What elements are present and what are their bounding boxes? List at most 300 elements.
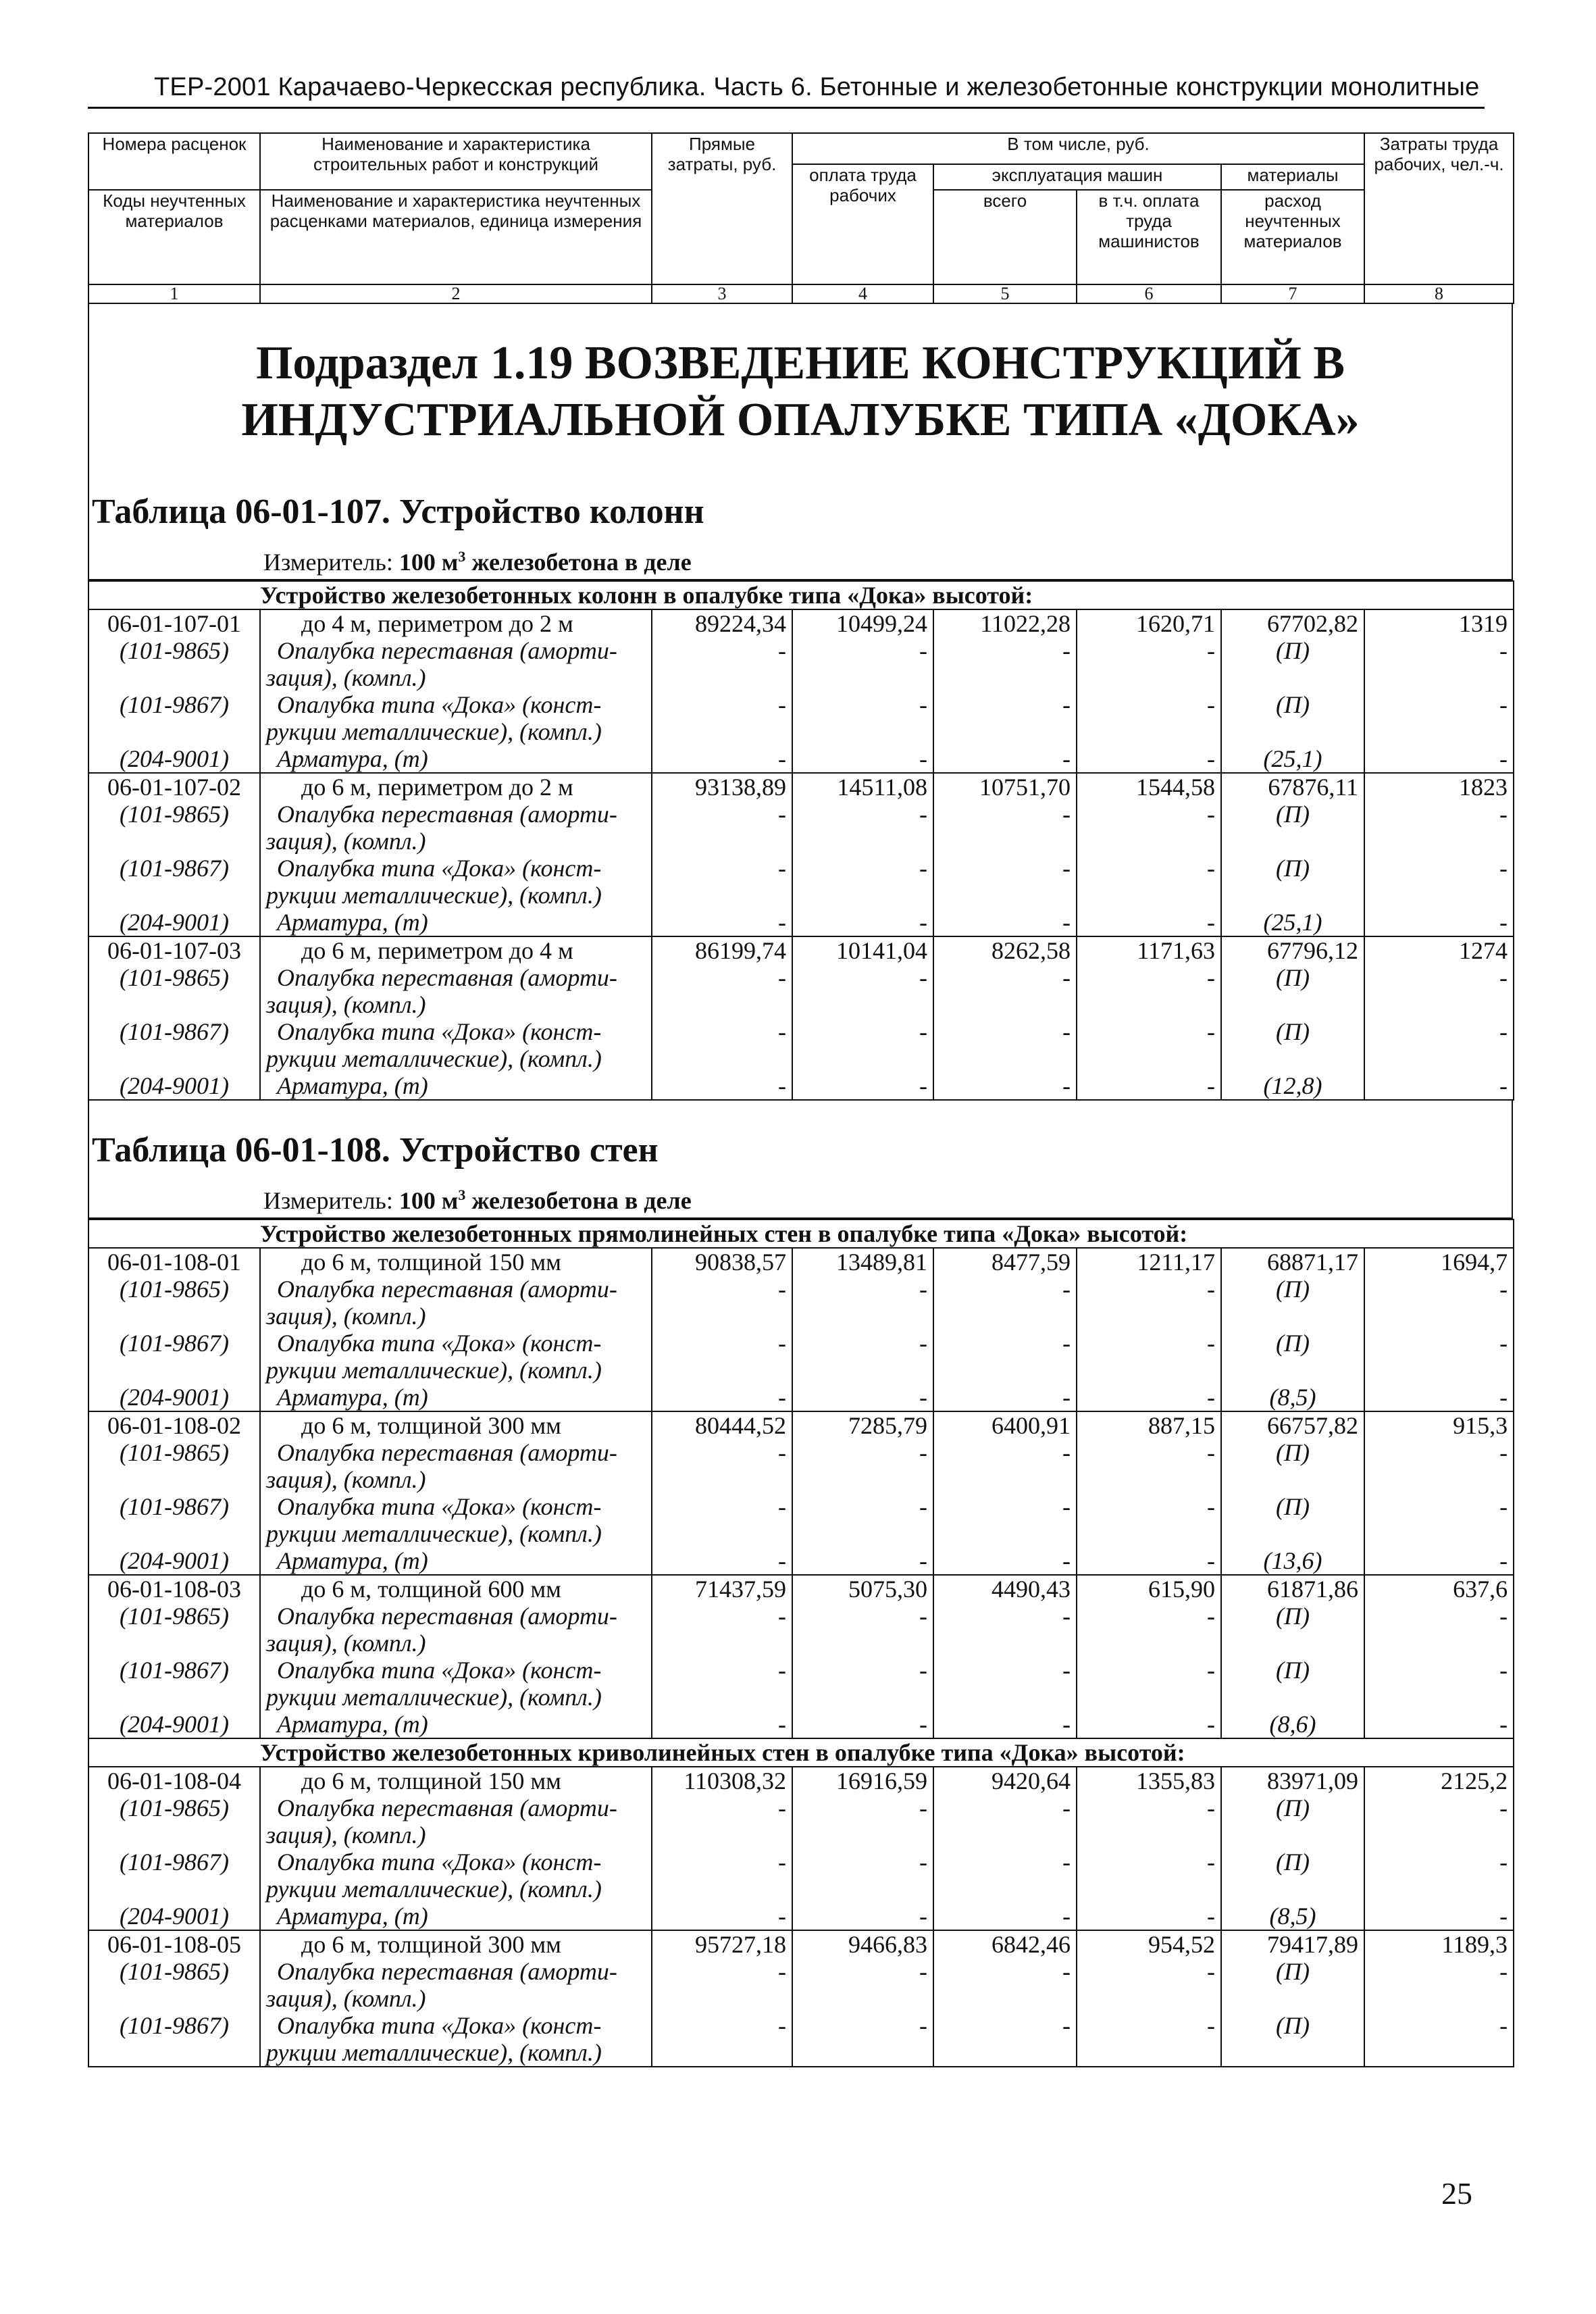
machinist-wages: 1355,83 xyxy=(1077,1767,1221,1794)
material-row xyxy=(88,991,1514,1018)
rate-row xyxy=(88,773,1514,801)
labor-hours xyxy=(1364,2039,1514,2067)
work-name: до 6 м, толщиной 600 мм xyxy=(260,1575,652,1603)
rate-row xyxy=(88,1411,1514,1439)
direct-costs: - xyxy=(652,801,792,828)
col-number: 7 xyxy=(1221,284,1364,303)
sheet xyxy=(88,132,1513,2067)
wages: - xyxy=(792,1603,933,1630)
material-usage: (П) xyxy=(1221,1018,1364,1045)
rate-code xyxy=(88,1303,260,1330)
material-usage: (12,8) xyxy=(1221,1072,1364,1100)
machinist-wages xyxy=(1077,1821,1221,1848)
group-heading-spacer xyxy=(88,581,260,609)
wages: - xyxy=(792,1330,933,1357)
work-name: Опалубка типа «Дока» (конст- xyxy=(260,1018,652,1045)
rate-code: 06-01-108-01 xyxy=(88,1248,260,1276)
rate-code: (101-9867) xyxy=(88,855,260,882)
header-material-usage: расход неучтенных материалов xyxy=(1221,190,1364,284)
material-usage: (П) xyxy=(1221,1794,1364,1821)
material-usage xyxy=(1221,1876,1364,1903)
machinist-wages xyxy=(1077,718,1221,745)
direct-costs: - xyxy=(652,1276,792,1303)
unit-sup: 3 xyxy=(458,1186,466,1203)
material-row xyxy=(88,691,1514,718)
unit-prefix: Измеритель: xyxy=(263,1187,399,1214)
material-row xyxy=(88,1794,1514,1821)
material-usage: (П) xyxy=(1221,1439,1364,1466)
header-machinist-wages: в т.ч. оплата труда машинистов xyxy=(1077,190,1221,284)
labor-hours: - xyxy=(1364,1848,1514,1876)
material-row xyxy=(88,1439,1514,1466)
machinist-wages: - xyxy=(1077,1958,1221,1985)
rate-code: 06-01-108-02 xyxy=(88,1411,260,1439)
machines-total: - xyxy=(933,1439,1077,1466)
header-materials: материалы xyxy=(1221,164,1364,190)
labor-hours xyxy=(1364,1821,1514,1848)
rate-code: (204-9001) xyxy=(88,1547,260,1575)
rate-code: (101-9867) xyxy=(88,691,260,718)
rate-code xyxy=(88,882,260,909)
direct-costs xyxy=(652,1357,792,1384)
work-name: Опалубка типа «Дока» (конст- xyxy=(260,1657,652,1684)
direct-costs xyxy=(652,664,792,691)
direct-costs xyxy=(652,1045,792,1072)
wages: - xyxy=(792,1547,933,1575)
wages xyxy=(792,1520,933,1547)
machinist-wages: 1544,58 xyxy=(1077,773,1221,801)
work-name: зация), (компл.) xyxy=(260,1630,652,1657)
direct-costs: - xyxy=(652,1330,792,1357)
wages: - xyxy=(792,1958,933,1985)
rate-code: 06-01-107-01 xyxy=(88,609,260,637)
machinist-wages xyxy=(1077,828,1221,855)
rate-code: (101-9865) xyxy=(88,1603,260,1630)
machinist-wages: - xyxy=(1077,964,1221,991)
col-number: 1 xyxy=(88,284,260,303)
material-row xyxy=(88,882,1514,909)
material-usage: 79417,89 xyxy=(1221,1930,1364,1958)
rate-code xyxy=(88,1821,260,1848)
machinist-wages: - xyxy=(1077,1848,1221,1876)
machinist-wages xyxy=(1077,882,1221,909)
material-usage: (П) xyxy=(1221,637,1364,664)
work-name: рукции металлические), (компл.) xyxy=(260,1684,652,1711)
material-row xyxy=(88,2039,1514,2067)
work-name: зация), (компл.) xyxy=(260,991,652,1018)
material-row xyxy=(88,1603,1514,1630)
direct-costs: - xyxy=(652,855,792,882)
material-usage: (П) xyxy=(1221,1276,1364,1303)
machines-total: 8477,59 xyxy=(933,1248,1077,1276)
work-name: Опалубка переставная (аморти- xyxy=(260,1603,652,1630)
rate-code: 06-01-108-04 xyxy=(88,1767,260,1794)
material-usage: 61871,86 xyxy=(1221,1575,1364,1603)
machines-total xyxy=(933,1045,1077,1072)
wages: - xyxy=(792,637,933,664)
work-name: Арматура, (т) xyxy=(260,745,652,773)
labor-hours xyxy=(1364,664,1514,691)
wages xyxy=(792,1630,933,1657)
material-usage xyxy=(1221,991,1364,1018)
work-name: Опалубка типа «Дока» (конст- xyxy=(260,1493,652,1520)
labor-hours xyxy=(1364,1876,1514,1903)
machinist-wages xyxy=(1077,1357,1221,1384)
rate-code: (204-9001) xyxy=(88,1072,260,1100)
direct-costs: 93138,89 xyxy=(652,773,792,801)
unit-value: 100 м xyxy=(398,1187,459,1214)
direct-costs xyxy=(652,828,792,855)
rate-row xyxy=(88,936,1514,964)
labor-hours: - xyxy=(1364,1657,1514,1684)
labor-hours: - xyxy=(1364,855,1514,882)
material-usage xyxy=(1221,1466,1364,1493)
material-usage: 67796,12 xyxy=(1221,936,1364,964)
work-name: зация), (компл.) xyxy=(260,828,652,855)
machines-total xyxy=(933,664,1077,691)
rate-code: (204-9001) xyxy=(88,909,260,936)
direct-costs xyxy=(652,1876,792,1903)
labor-hours: 637,6 xyxy=(1364,1575,1514,1603)
header-wages: оплата труда рабочих xyxy=(792,164,933,284)
material-usage: (П) xyxy=(1221,1603,1364,1630)
work-name: Арматура, (т) xyxy=(260,1547,652,1575)
material-usage: 67876,11 xyxy=(1221,773,1364,801)
machines-total: - xyxy=(933,1711,1077,1738)
wages xyxy=(792,664,933,691)
material-row xyxy=(88,664,1514,691)
machinist-wages: 1620,71 xyxy=(1077,609,1221,637)
machinist-wages: - xyxy=(1077,691,1221,718)
machinist-wages: - xyxy=(1077,637,1221,664)
wages: 13489,81 xyxy=(792,1248,933,1276)
wages xyxy=(792,1303,933,1330)
running-head-rule xyxy=(88,107,1485,109)
machinist-wages xyxy=(1077,1520,1221,1547)
work-name: Опалубка типа «Дока» (конст- xyxy=(260,691,652,718)
work-name: зация), (компл.) xyxy=(260,1821,652,1848)
direct-costs: - xyxy=(652,1848,792,1876)
wages: - xyxy=(792,2012,933,2039)
group-heading-spacer xyxy=(88,1738,260,1767)
material-usage: (П) xyxy=(1221,691,1364,718)
machinist-wages: - xyxy=(1077,1072,1221,1100)
running-head: ТЕР-2001 Карачаево-Черкесская республика. Часть 6. Бетонные и железобетонные конструкции монолитные xyxy=(154,73,1480,101)
header-name-top: Наименование и характеристика строительных работ и конструкций xyxy=(260,133,652,190)
machines-total xyxy=(933,991,1077,1018)
material-row xyxy=(88,1657,1514,1684)
subsection-title: Подраздел 1.19 ВОЗВЕДЕНИЕ КОНСТРУКЦИЙ В ИНДУСТРИАЛЬНОЙ ОПАЛУБКЕ ТИПА «ДОКА» xyxy=(241,337,1360,446)
rate-code: (101-9867) xyxy=(88,1493,260,1520)
direct-costs xyxy=(652,1821,792,1848)
labor-hours xyxy=(1364,1520,1514,1547)
machines-total: - xyxy=(933,637,1077,664)
rate-code: (101-9867) xyxy=(88,1848,260,1876)
col-number: 2 xyxy=(260,284,652,303)
col-number: 8 xyxy=(1364,284,1514,303)
work-name: Арматура, (т) xyxy=(260,1384,652,1411)
wages: - xyxy=(792,855,933,882)
work-name: Опалубка типа «Дока» (конст- xyxy=(260,855,652,882)
rate-code: (101-9865) xyxy=(88,1958,260,1985)
table-107-unit xyxy=(89,538,1512,579)
labor-hours: - xyxy=(1364,1493,1514,1520)
machines-total: - xyxy=(933,1603,1077,1630)
work-name: Опалубка переставная (аморти- xyxy=(260,1794,652,1821)
rate-code xyxy=(88,991,260,1018)
machines-total: - xyxy=(933,1848,1077,1876)
material-row xyxy=(88,1466,1514,1493)
rate-code: (101-9867) xyxy=(88,2012,260,2039)
machinist-wages xyxy=(1077,1466,1221,1493)
work-name: рукции металлические), (компл.) xyxy=(260,1357,652,1384)
rate-row xyxy=(88,609,1514,637)
wages xyxy=(792,1821,933,1848)
rate-code xyxy=(88,1684,260,1711)
material-usage: (П) xyxy=(1221,1330,1364,1357)
machinist-wages xyxy=(1077,991,1221,1018)
direct-costs xyxy=(652,1985,792,2012)
wages xyxy=(792,1357,933,1384)
wages: - xyxy=(792,1018,933,1045)
work-name: рукции металлические), (компл.) xyxy=(260,1520,652,1547)
wages: 14511,08 xyxy=(792,773,933,801)
col-number: 5 xyxy=(933,284,1077,303)
labor-hours: - xyxy=(1364,1330,1514,1357)
material-row xyxy=(88,2012,1514,2039)
work-name: рукции металлические), (компл.) xyxy=(260,2039,652,2067)
material-usage: (8,5) xyxy=(1221,1903,1364,1930)
machinist-wages: 954,52 xyxy=(1077,1930,1221,1958)
labor-hours: 1319 xyxy=(1364,609,1514,637)
machines-total: - xyxy=(933,2012,1077,2039)
material-row xyxy=(88,909,1514,936)
wages: - xyxy=(792,1657,933,1684)
wages: - xyxy=(792,801,933,828)
material-usage: (П) xyxy=(1221,855,1364,882)
labor-hours: 1823 xyxy=(1364,773,1514,801)
material-row xyxy=(88,1985,1514,2012)
machines-total xyxy=(933,1357,1077,1384)
group-heading: Устройство железобетонных прямолинейных стен в опалубке типа «Дока» высотой: xyxy=(260,1219,1514,1248)
work-name: Опалубка переставная (аморти- xyxy=(260,1439,652,1466)
machines-total xyxy=(933,718,1077,745)
machines-total: - xyxy=(933,1384,1077,1411)
labor-hours: - xyxy=(1364,1439,1514,1466)
work-name: рукции металлические), (компл.) xyxy=(260,718,652,745)
work-name: до 6 м, толщиной 150 мм xyxy=(260,1248,652,1276)
machines-total xyxy=(933,882,1077,909)
labor-hours: - xyxy=(1364,801,1514,828)
material-usage xyxy=(1221,1520,1364,1547)
material-row xyxy=(88,1018,1514,1045)
rate-code: (101-9867) xyxy=(88,1657,260,1684)
wages: - xyxy=(792,1711,933,1738)
machines-total: 10751,70 xyxy=(933,773,1077,801)
unit-prefix: Измеритель: xyxy=(263,549,399,576)
material-row xyxy=(88,1045,1514,1072)
wages: 10499,24 xyxy=(792,609,933,637)
labor-hours: 2125,2 xyxy=(1364,1767,1514,1794)
machinist-wages: - xyxy=(1077,1493,1221,1520)
rate-row xyxy=(88,1767,1514,1794)
work-name: до 6 м, периметром до 2 м xyxy=(260,773,652,801)
rate-code: (101-9865) xyxy=(88,637,260,664)
machinist-wages: - xyxy=(1077,1794,1221,1821)
material-usage: 68871,17 xyxy=(1221,1248,1364,1276)
material-row xyxy=(88,1876,1514,1903)
work-name: Арматура, (т) xyxy=(260,909,652,936)
header-including: В том числе, руб. xyxy=(792,133,1364,164)
material-usage: (8,5) xyxy=(1221,1384,1364,1411)
machines-total: 6842,46 xyxy=(933,1930,1077,1958)
rate-code xyxy=(88,1520,260,1547)
wages: - xyxy=(792,1848,933,1876)
labor-hours: - xyxy=(1364,1958,1514,1985)
group-heading-row xyxy=(88,581,1514,609)
work-name: рукции металлические), (компл.) xyxy=(260,1876,652,1903)
machines-total: - xyxy=(933,1072,1077,1100)
machinist-wages: - xyxy=(1077,1018,1221,1045)
machinist-wages: - xyxy=(1077,855,1221,882)
wages: - xyxy=(792,1439,933,1466)
group-heading: Устройство железобетонных криволинейных стен в опалубке типа «Дока» высотой: xyxy=(260,1738,1514,1767)
material-usage: 83971,09 xyxy=(1221,1767,1364,1794)
direct-costs xyxy=(652,1303,792,1330)
material-row xyxy=(88,1276,1514,1303)
rate-code: (101-9865) xyxy=(88,964,260,991)
machines-total xyxy=(933,1630,1077,1657)
wages xyxy=(792,1466,933,1493)
material-row xyxy=(88,1958,1514,1985)
material-row xyxy=(88,828,1514,855)
direct-costs: - xyxy=(652,1384,792,1411)
machinist-wages: - xyxy=(1077,1903,1221,1930)
machinist-wages: 887,15 xyxy=(1077,1411,1221,1439)
material-usage xyxy=(1221,1357,1364,1384)
column-header-table xyxy=(88,132,1514,304)
table-107-title: Таблица 06-01-107. Устройство колонн xyxy=(92,493,704,531)
machinist-wages: - xyxy=(1077,1657,1221,1684)
labor-hours: - xyxy=(1364,1711,1514,1738)
work-name: Арматура, (т) xyxy=(260,1903,652,1930)
labor-hours: - xyxy=(1364,745,1514,773)
labor-hours: - xyxy=(1364,1384,1514,1411)
material-row xyxy=(88,801,1514,828)
wages: 16916,59 xyxy=(792,1767,933,1794)
labor-hours xyxy=(1364,828,1514,855)
material-row xyxy=(88,1684,1514,1711)
rate-code xyxy=(88,664,260,691)
machines-total: 6400,91 xyxy=(933,1411,1077,1439)
rate-code xyxy=(88,1876,260,1903)
work-name: Опалубка переставная (аморти- xyxy=(260,637,652,664)
work-name: до 6 м, периметром до 4 м xyxy=(260,936,652,964)
rate-row xyxy=(88,1248,1514,1276)
header-machines: эксплуатация машин xyxy=(933,164,1221,190)
work-name: до 6 м, толщиной 300 мм xyxy=(260,1411,652,1439)
wages xyxy=(792,828,933,855)
work-name: Опалубка переставная (аморти- xyxy=(260,1276,652,1303)
machines-total: - xyxy=(933,1493,1077,1520)
machines-total: 9420,64 xyxy=(933,1767,1077,1794)
rate-code: (204-9001) xyxy=(88,1384,260,1411)
group-heading-row xyxy=(88,1219,1514,1248)
work-name: до 4 м, периметром до 2 м xyxy=(260,609,652,637)
machines-total: - xyxy=(933,801,1077,828)
rate-code xyxy=(88,1466,260,1493)
wages: 9466,83 xyxy=(792,1930,933,1958)
machinist-wages xyxy=(1077,2039,1221,2067)
direct-costs: - xyxy=(652,1547,792,1575)
machinist-wages xyxy=(1077,1630,1221,1657)
material-usage: (П) xyxy=(1221,801,1364,828)
work-name: зация), (компл.) xyxy=(260,1985,652,2012)
material-usage: (25,1) xyxy=(1221,745,1364,773)
labor-hours: - xyxy=(1364,637,1514,664)
machinist-wages: - xyxy=(1077,1603,1221,1630)
machinist-wages: - xyxy=(1077,2012,1221,2039)
labor-hours: - xyxy=(1364,1794,1514,1821)
wages: - xyxy=(792,1794,933,1821)
direct-costs: - xyxy=(652,691,792,718)
labor-hours: - xyxy=(1364,1072,1514,1100)
labor-hours: 1274 xyxy=(1364,936,1514,964)
machines-total: 11022,28 xyxy=(933,609,1077,637)
wages xyxy=(792,1684,933,1711)
material-row xyxy=(88,1357,1514,1384)
rate-code: 06-01-107-02 xyxy=(88,773,260,801)
direct-costs: - xyxy=(652,2012,792,2039)
wages: - xyxy=(792,1903,933,1930)
header-direct-costs: Прямые затраты, руб. xyxy=(652,133,792,284)
labor-hours: - xyxy=(1364,1547,1514,1575)
machines-total xyxy=(933,1684,1077,1711)
wages xyxy=(792,718,933,745)
machinist-wages: 615,90 xyxy=(1077,1575,1221,1603)
material-usage xyxy=(1221,882,1364,909)
direct-costs: 86199,74 xyxy=(652,936,792,964)
labor-hours xyxy=(1364,718,1514,745)
col-number: 4 xyxy=(792,284,933,303)
work-name: Опалубка типа «Дока» (конст- xyxy=(260,2012,652,2039)
labor-hours xyxy=(1364,1684,1514,1711)
table-108 xyxy=(88,1219,1514,2067)
rate-code xyxy=(88,828,260,855)
material-usage: 67702,82 xyxy=(1221,609,1364,637)
direct-costs: - xyxy=(652,909,792,936)
direct-costs: - xyxy=(652,1794,792,1821)
material-usage xyxy=(1221,1045,1364,1072)
machines-total xyxy=(933,1303,1077,1330)
work-name: рукции металлические), (компл.) xyxy=(260,1045,652,1072)
direct-costs: - xyxy=(652,1903,792,1930)
rate-code: (101-9867) xyxy=(88,1330,260,1357)
material-usage: (П) xyxy=(1221,1848,1364,1876)
labor-hours: - xyxy=(1364,909,1514,936)
material-row xyxy=(88,1303,1514,1330)
work-name: Опалубка переставная (аморти- xyxy=(260,801,652,828)
wages xyxy=(792,1985,933,2012)
material-row xyxy=(88,855,1514,882)
wages xyxy=(792,882,933,909)
machines-total: 4490,43 xyxy=(933,1575,1077,1603)
machines-total: - xyxy=(933,1657,1077,1684)
machinist-wages: - xyxy=(1077,1384,1221,1411)
rate-code: (204-9001) xyxy=(88,1711,260,1738)
labor-hours xyxy=(1364,1357,1514,1384)
work-name: зация), (компл.) xyxy=(260,1466,652,1493)
